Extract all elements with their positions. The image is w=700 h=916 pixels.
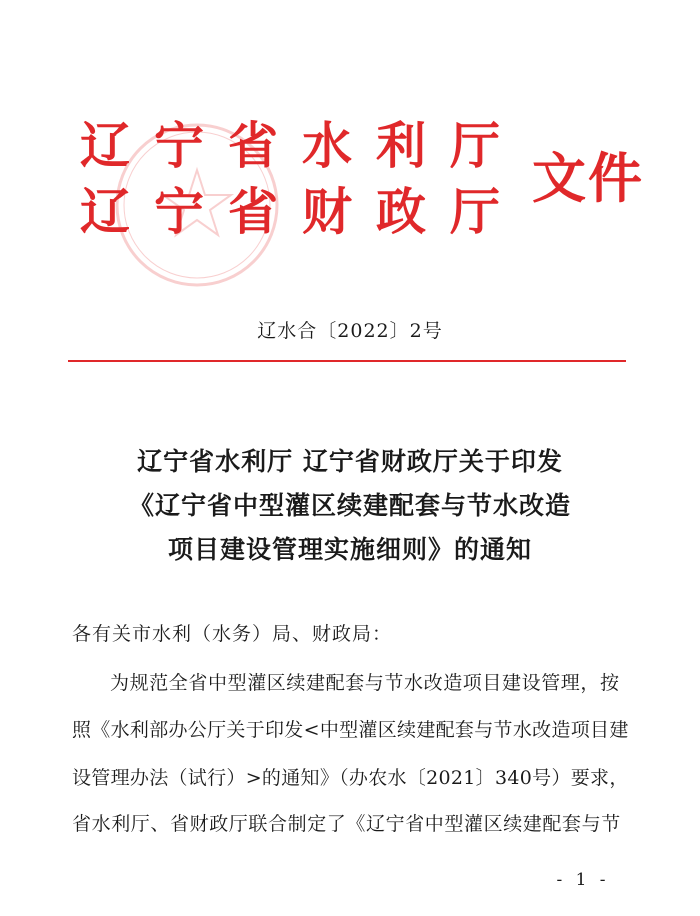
red-divider (68, 360, 626, 362)
document-type-label: 文件 (532, 146, 644, 210)
body-line-4: 省水利厅、省财政厅联合制定了《辽宁省中型灌区续建配套与节 (72, 813, 621, 835)
title-line-2: 《辽宁省中型灌区续建配套与节水改造 (128, 491, 571, 520)
issuer-name-1: 辽宁省水利厅 (80, 116, 524, 175)
document-header (80, 112, 644, 252)
addressee: 各有关市水利（水务）局、财政局： (72, 623, 393, 645)
body-line-2: 照《水利部办公厅关于印发<中型灌区续建配套与节水改造项目建 (72, 719, 629, 741)
body-line-1: 为规范全省中型灌区续建配套与节水改造项目建设管理，按 (110, 672, 620, 694)
document-number: 辽水合〔2022〕2号 (257, 320, 443, 342)
body-line-3: 设管理办法（试行）>的通知》（办农水〔2021〕340号）要求， (72, 767, 629, 789)
title-line-1: 辽宁省水利厅 辽宁省财政厅关于印发 (137, 447, 563, 476)
page-number: - 1 - (556, 870, 610, 890)
title-line-3: 项目建设管理实施细则》的通知 (167, 535, 532, 564)
issuer-name-2: 辽宁省财政厅 (80, 182, 524, 241)
document-title (0, 440, 700, 572)
